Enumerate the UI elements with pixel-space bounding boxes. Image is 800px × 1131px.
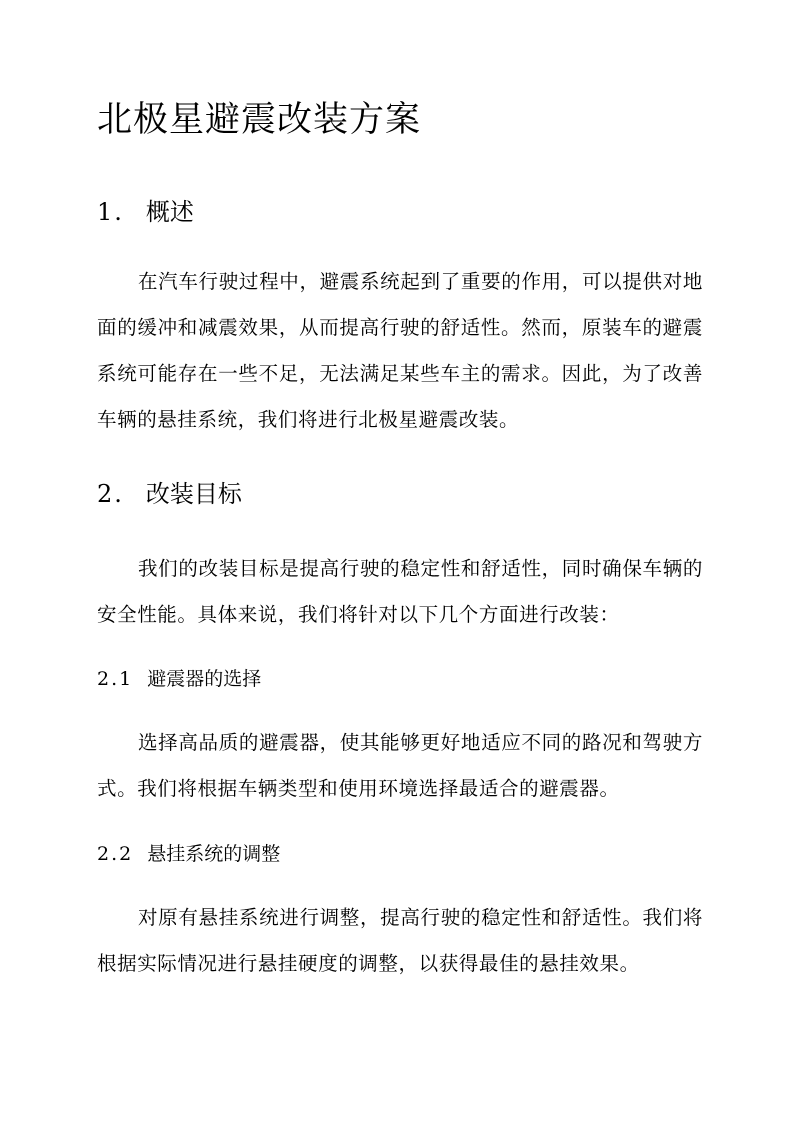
section-heading-goals [97,478,242,510]
subsection-title: 悬挂系统的调整 [147,843,281,865]
subsection-number: 2.1 [97,668,134,690]
document-title: 北极星避震改装方案 [97,100,422,140]
subsection-heading-suspension-adjustment [97,841,280,867]
paragraph-overview: 在汽车行驶过程中，避震系统起到了重要的作用，可以提供对地面的缓冲和减震效果，从而提高行驶的舒适性。然而，原装车的避震系统可能存在一些不足，无法满足某些车主的需求。因此，为了改善车辆的悬挂系统，我们将进行北极星避震改装。 [97,270,703,431]
subsection-number: 2.2 [97,843,134,865]
section-title: 改装目标 [145,480,242,508]
paragraph-shock-selection: 选择高品质的避震器，使其能够更好地适应不同的路况和驾驶方式。我们将根据车辆类型和使用环境选择最适合的避震器。 [97,731,703,800]
section-number: 1. [97,198,124,226]
section-number: 2. [97,480,124,508]
paragraph-suspension-adjustment: 对原有悬挂系统进行调整，提高行驶的稳定性和舒适性。我们将根据实际情况进行悬挂硬度的调整，以获得最佳的悬挂效果。 [97,906,703,975]
section-heading-overview [97,196,194,228]
subsection-title: 避震器的选择 [147,668,262,690]
paragraph-goals: 我们的改装目标是提高行驶的稳定性和舒适性，同时确保车辆的安全性能。具体来说，我们将针对以下几个方面进行改装： [97,557,703,626]
subsection-heading-shock-selection [97,666,261,692]
section-title: 概述 [145,198,194,226]
